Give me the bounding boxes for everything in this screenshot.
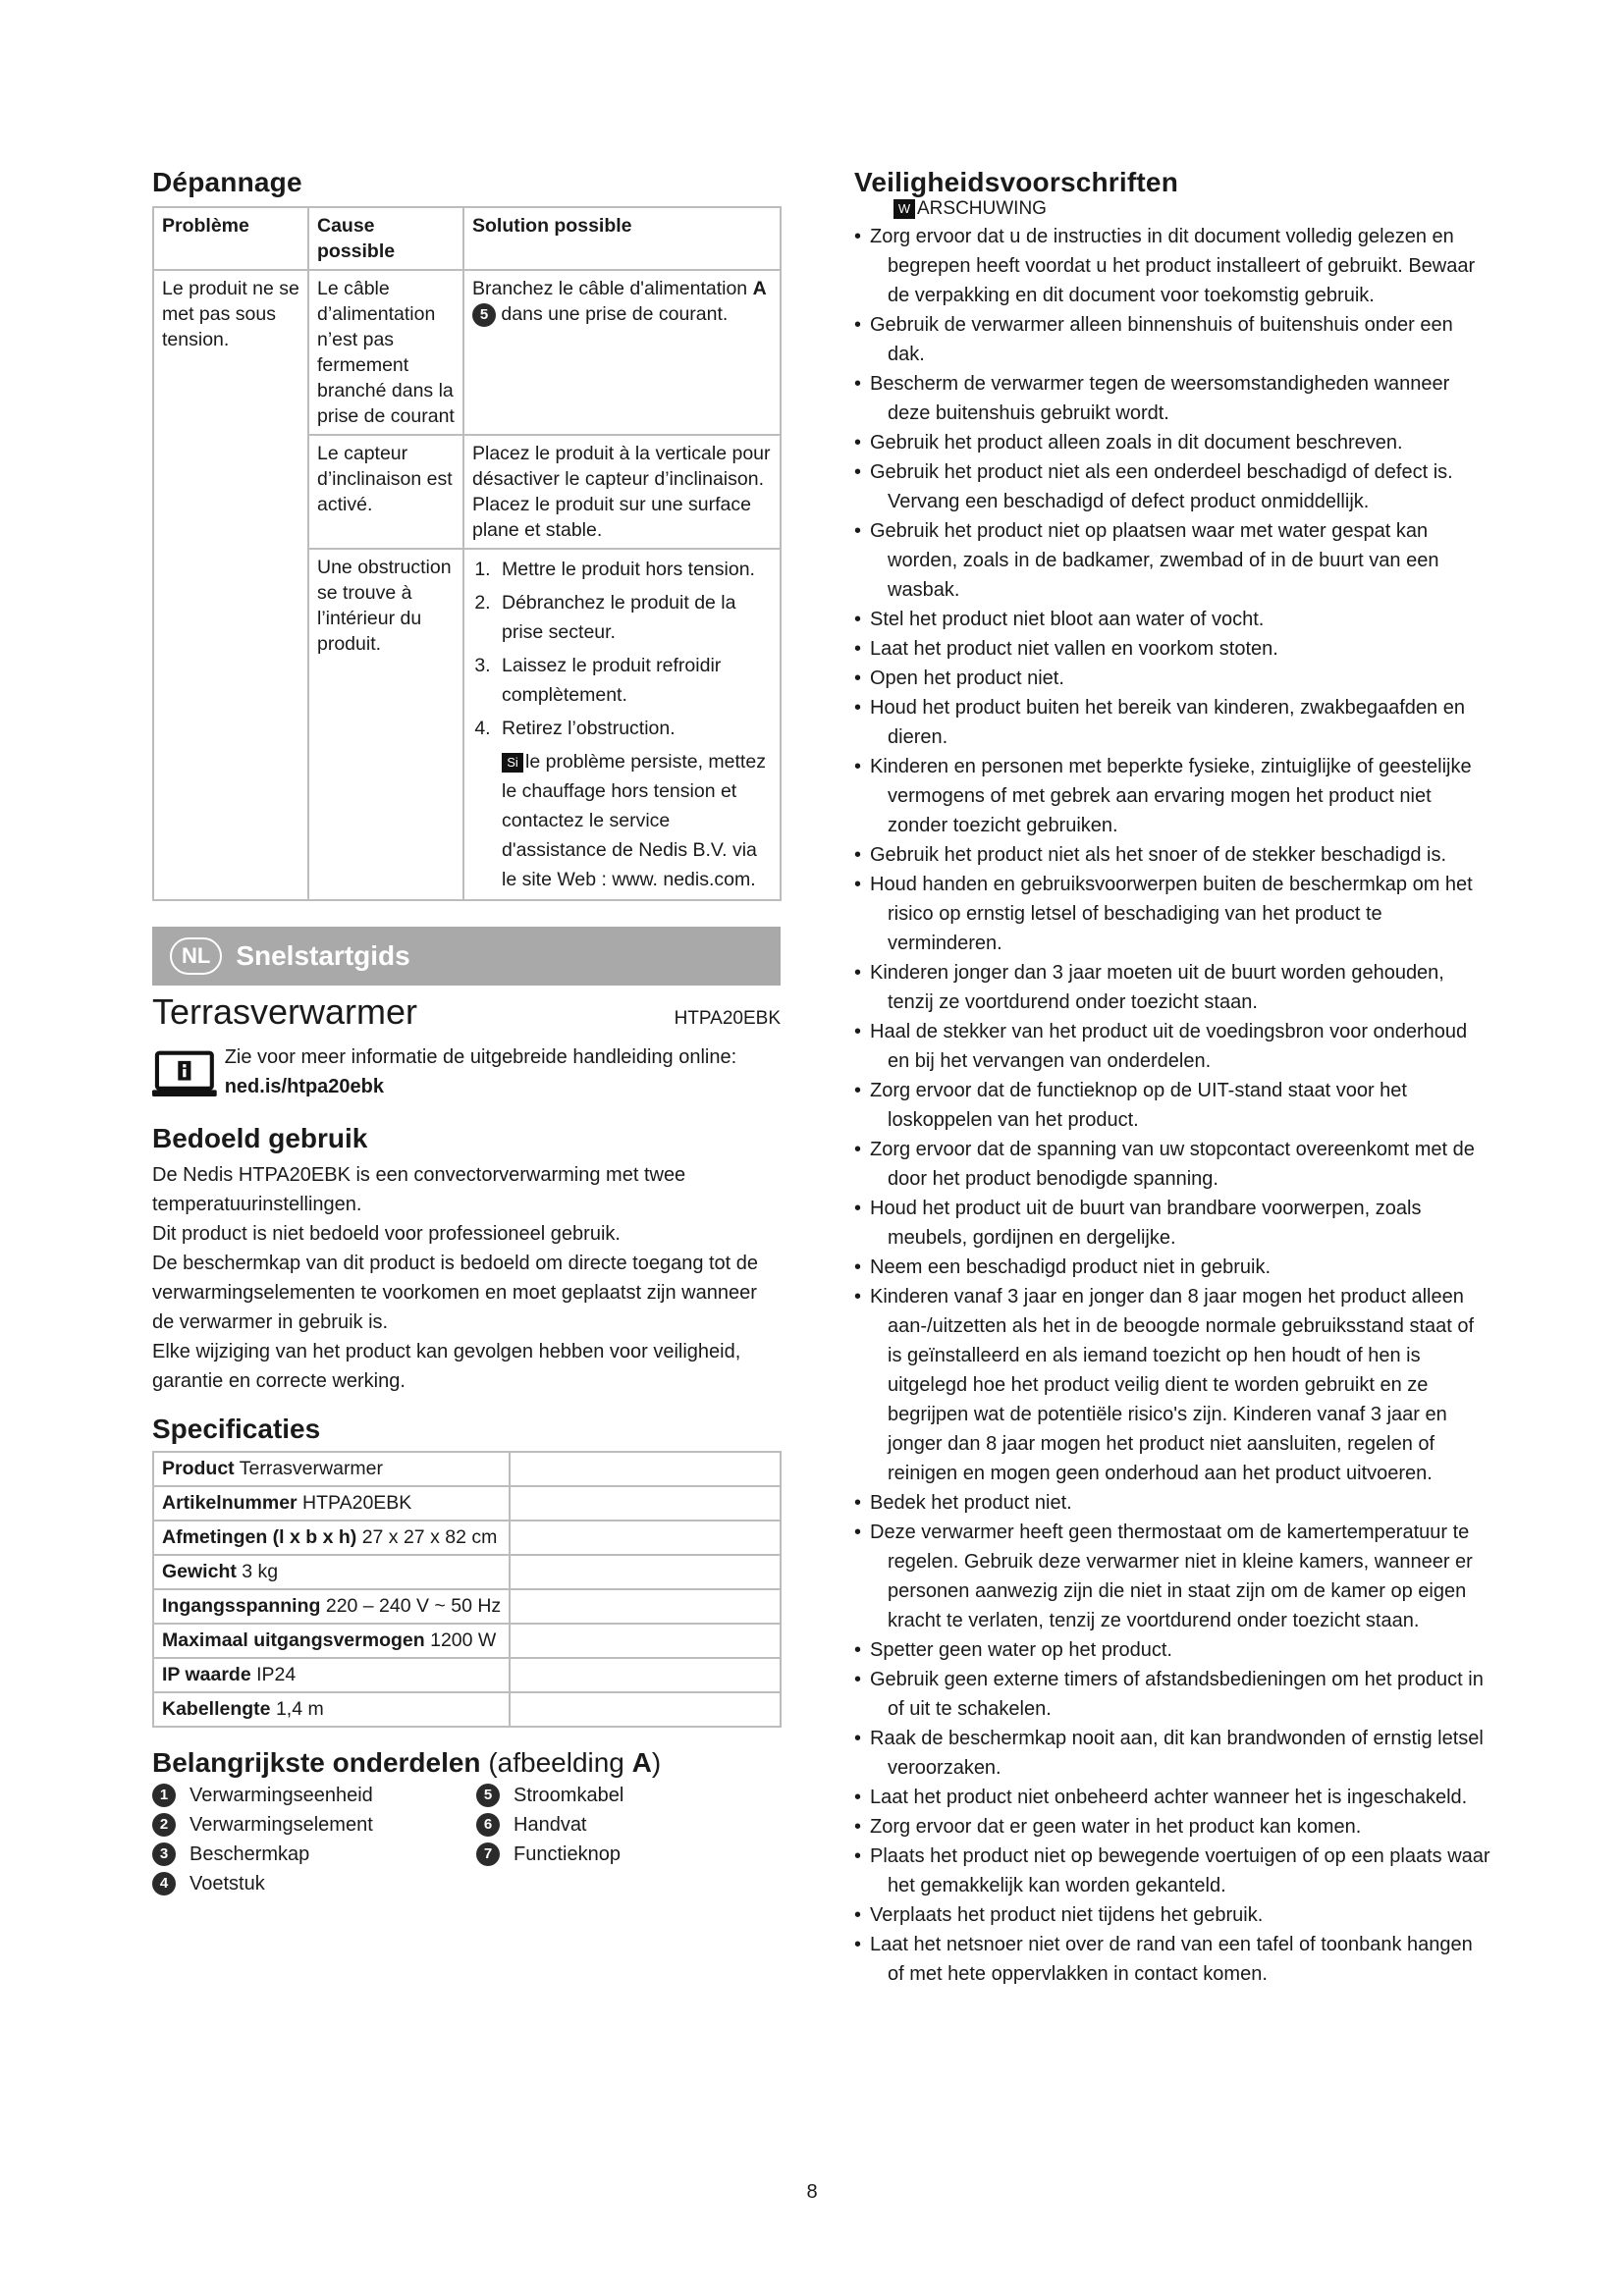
spec-value: IP24 (256, 1664, 297, 1685)
solution-text: dans une prise de courant. (496, 303, 729, 325)
safety-rule: • Raak de beschermkap nooit aan, dit kan brandwonden of ernstig letsel veroorzaken. (854, 1724, 1492, 1783)
part-label: Voetstuk (189, 1873, 265, 1895)
safety-rule: • Neem een beschadigd product niet in gebruik. (854, 1253, 1492, 1282)
spec-cell (153, 1555, 510, 1589)
warning-label (893, 198, 1492, 220)
empty-cell (510, 1692, 781, 1727)
table-row (153, 1658, 781, 1692)
language-badge: NL (170, 937, 222, 975)
spec-label: Kabellengte (162, 1698, 271, 1720)
table-row (153, 1624, 781, 1658)
warning-icon: Si (502, 753, 523, 773)
solution-cell (463, 549, 781, 900)
part-label: Verwarmingseenheid (189, 1785, 373, 1806)
support-note (472, 747, 772, 894)
list-item: 4. Retirez l’obstruction. (496, 714, 772, 743)
safety-rule: • Gebruik het product niet op plaatsen waar met water gespat kan worden, zoals in de badkamer, zwembad of in de buurt van een wasbak. (854, 516, 1492, 605)
part-label: Stroomkabel (514, 1785, 624, 1806)
specs-table (152, 1451, 782, 1728)
table-row (153, 270, 781, 435)
part-number-badge: 3 (152, 1842, 176, 1866)
spec-cell (153, 1589, 510, 1624)
spec-cell (153, 1692, 510, 1727)
safety-rule: • Laat het netsnoer niet over de rand van een tafel of toonbank hangen of met hete oppervlakken in contact komen. (854, 1930, 1492, 1989)
warning-icon: W (893, 199, 915, 219)
solution-text: Branchez le câble d'alimentation (472, 278, 753, 299)
safety-rule: • Kinderen vanaf 3 jaar en jonger dan 8 jaar mogen het product alleen aan-/uitzetten als het in de beoogde normale gebruiksstand staat of is geïnstalleerd en als iemand toezicht op hen houdt of hen is uitgelegd hoe het product veilig dient te worden gebruikt en ze begrijpen wat de potentiële risico's zijn. Kinderen vanaf 3 jaar en jonger dan 8 jaar mogen het product niet aansluiten, regelen of reinigen en mogen geen onderhoud aan het product uitvoeren. (854, 1282, 1492, 1488)
safety-title: Veiligheidsvoorschriften (854, 167, 1178, 197)
safety-rule: • Kinderen jonger dan 3 jaar moeten uit de buurt worden gehouden, tenzij ze voortdurend onder toezicht staan. (854, 958, 1492, 1017)
list-item (476, 1840, 771, 1869)
list-item (152, 1810, 476, 1840)
safety-rule: • Bedek het product niet. (854, 1488, 1492, 1518)
spec-label: Maximaal uitgangsvermogen (162, 1629, 425, 1651)
spec-label: Ingangsspanning (162, 1595, 321, 1617)
empty-cell (510, 1521, 781, 1555)
figure-ref: A (631, 1747, 652, 1778)
part-number-badge: 2 (152, 1813, 176, 1837)
spec-cell (153, 1521, 510, 1555)
table-header-row (153, 207, 781, 270)
spec-value: 27 x 27 x 82 cm (361, 1526, 498, 1548)
spec-label: IP waarde (162, 1664, 251, 1685)
product-code: HTPA20EBK (674, 1008, 781, 1029)
banner-title: Snelstartgids (236, 940, 410, 971)
cause-cell: Une obstruction se trouve à l’intérieur du produit. (308, 549, 463, 900)
safety-rule: • Gebruik het product niet als het snoer of de stekker beschadigd is. (854, 840, 1492, 870)
table-row (153, 1589, 781, 1624)
empty-cell (510, 1452, 781, 1486)
part-number-badge: 7 (476, 1842, 500, 1866)
empty-cell (510, 1486, 781, 1521)
safety-rule: • Open het product niet. (854, 664, 1492, 693)
safety-rule: • Plaats het product niet op bewegende voertuigen of op een plaats waar het gemakkelijk kan worden gekanteld. (854, 1842, 1492, 1900)
safety-rule: • Gebruik geen externe timers of afstandsbedieningen om het product in of uit te schakelen. (854, 1665, 1492, 1724)
cause-cell: Le capteur d’inclinaison est activé. (308, 435, 463, 549)
spec-cell (153, 1452, 510, 1486)
solution-text: Placez le produit à la verticale pour désactiver le capteur d’inclinaison. (472, 443, 771, 490)
list-item: 3. Laissez le produit refroidir complètement. (496, 651, 772, 710)
safety-rule: • Houd het product buiten het bereik van kinderen, zwakbegaafden en dieren. (854, 693, 1492, 752)
part-number-badge: 6 (476, 1813, 500, 1837)
safety-rule: • Gebruik de verwarmer alleen binnenshuis of buitenshuis onder een dak. (854, 310, 1492, 369)
spec-cell (153, 1658, 510, 1692)
safety-rule: • Deze verwarmer heeft geen thermostaat om de kamertemperatuur te regelen. Gebruik deze verwarmer niet in kleine kamers, wanneer er personen aanwezig zijn die niet in staat zijn om de kamer op eigen kracht te verlaten, tenzij ze voortdurend onder toezicht staan. (854, 1518, 1492, 1635)
parts-title-bold: Belangrijkste onderdelen (152, 1747, 481, 1778)
safety-rule: • Zorg ervoor dat de functieknop op de UIT-stand staat voor het loskoppelen van het product. (854, 1076, 1492, 1135)
part-label: Beschermkap (189, 1843, 310, 1865)
part-number-badge: 1 (152, 1784, 176, 1807)
safety-rule: • Bescherm de verwarmer tegen de weersomstandigheden wanneer deze buitenshuis gebruikt wordt. (854, 369, 1492, 428)
right-column (854, 167, 1492, 1989)
manual-link[interactable]: ned.is/htpa20ebk (224, 1076, 384, 1097)
list-item: 1. Mettre le produit hors tension. (496, 555, 772, 584)
specs-title: Specificaties (152, 1414, 321, 1444)
table-row (153, 1521, 781, 1555)
troubleshoot-title: Dépannage (152, 167, 302, 197)
list-item (152, 1781, 476, 1810)
warning-text: ARSCHUWING (917, 198, 1047, 219)
part-label: Handvat (514, 1814, 587, 1836)
product-title: Terrasverwarmer (152, 991, 418, 1032)
empty-cell (510, 1589, 781, 1624)
spec-value: 1200 W (430, 1629, 497, 1651)
list-item (476, 1781, 771, 1810)
safety-rule: • Kinderen en personen met beperkte fysieke, zintuiglijke of geestelijke vermogens of met gebrek aan ervaring mogen het product niet zonder toezicht gebruiken. (854, 752, 1492, 840)
spec-label: Product (162, 1458, 235, 1479)
table-row (153, 1555, 781, 1589)
safety-rule: • Zorg ervoor dat de spanning van uw stopcontact overeenkomt met de door het product benodigde spanning. (854, 1135, 1492, 1194)
table-row (153, 1486, 781, 1521)
safety-rule: • Laat het product niet vallen en voorkom stoten. (854, 634, 1492, 664)
header-cause: Cause possible (308, 207, 463, 270)
figure-ref: A (752, 278, 767, 299)
empty-cell (510, 1624, 781, 1658)
part-label: Verwarmingselement (189, 1814, 373, 1836)
list-item: 2. Débranchez le produit de la prise secteur. (496, 588, 772, 647)
part-number-badge: 5 (476, 1784, 500, 1807)
info-text: Zie voor meer informatie de uitgebreide handleiding online: (224, 1046, 737, 1068)
spec-value: 220 – 240 V ~ 50 Hz (325, 1595, 502, 1617)
safety-rule: • Haal de stekker van het product uit de voedingsbron voor onderhoud en bij het vervangen van onderdelen. (854, 1017, 1492, 1076)
spec-label: Artikelnummer (162, 1492, 298, 1514)
page-number: 8 (806, 2181, 818, 2203)
header-solution: Solution possible (463, 207, 781, 270)
safety-rule: • Verplaats het product niet tijdens het gebruik. (854, 1900, 1492, 1930)
manual-info (152, 1042, 781, 1105)
safety-rule: • Gebruik het product alleen zoals in dit document beschreven. (854, 428, 1492, 457)
parts-title-rest: (afbeelding (480, 1747, 632, 1778)
spec-label: Gewicht (162, 1561, 237, 1582)
part-number-badge: 4 (152, 1872, 176, 1896)
safety-rule: • Gebruik het product niet als een onderdeel beschadigd of defect is. Vervang een beschadigd of defect product onmiddellijk. (854, 457, 1492, 516)
header-problem: Problème (153, 207, 308, 270)
intended-use-paragraph: Dit product is niet bedoeld voor professioneel gebruik. (152, 1223, 621, 1245)
spec-cell (153, 1486, 510, 1521)
parts-title (152, 1747, 781, 1779)
list-item (152, 1840, 476, 1869)
empty-cell (510, 1658, 781, 1692)
quickstart-banner (152, 927, 781, 986)
intended-use-paragraph: De beschermkap van dit product is bedoeld om directe toegang tot de verwarmingselementen te voorkomen en moet geplaatst zijn wanneer de verwarmer in gebruik is. (152, 1253, 759, 1333)
list-item (476, 1810, 771, 1840)
manual-info-icon (152, 1042, 217, 1105)
solution-text: Placez le produit sur une surface plane et stable. (472, 494, 751, 541)
spec-label: Afmetingen (l x b x h) (162, 1526, 357, 1548)
part-number-badge: 5 (472, 303, 496, 327)
intended-use-title: Bedoeld gebruik (152, 1123, 368, 1153)
left-column (152, 167, 781, 1898)
table-row (153, 1692, 781, 1727)
cause-cell: Le câble d’alimentation n’est pas fermement branché dans la prise de courant (308, 270, 463, 435)
spec-value: HTPA20EBK (302, 1492, 412, 1514)
intended-use-paragraph: Elke wijziging van het product kan gevolgen hebben voor veiligheid, garantie en correcte werking. (152, 1341, 741, 1392)
parts-list (152, 1781, 781, 1898)
safety-rule: • Spetter geen water op het product. (854, 1635, 1492, 1665)
product-title-row (152, 991, 781, 1033)
safety-rule: • Zorg ervoor dat er geen water in het product kan komen. (854, 1812, 1492, 1842)
safety-rule: • Zorg ervoor dat u de instructies in dit document volledig gelezen en begrepen heeft voordat u het product installeert of gebruikt. Bewaar de verpakking en dit document voor toekomstig gebruik. (854, 222, 1492, 310)
intended-use-paragraph: De Nedis HTPA20EBK is een convectorverwarming met twee temperatuurinstellingen. (152, 1164, 686, 1215)
solution-cell (463, 435, 781, 549)
safety-rule: • Houd handen en gebruiksvoorwerpen buiten de beschermkap om het risico op ernstig letsel of beschadiging van het product te verminderen. (854, 870, 1492, 958)
list-item (152, 1869, 476, 1898)
empty-cell (510, 1555, 781, 1589)
safety-rule: • Houd het product uit de buurt van brandbare voorwerpen, zoals meubels, gordijnen en dergelijke. (854, 1194, 1492, 1253)
solution-cell (463, 270, 781, 435)
troubleshoot-table (152, 206, 782, 901)
note-text: le problème persiste, mettez le chauffage hors tension et contactez le service d'assistance de Nedis B.V. via le site Web : www. nedis.com. (502, 751, 766, 890)
safety-rules-list (854, 222, 1492, 1989)
manual-info-text (225, 1042, 781, 1101)
spec-value: Terrasverwarmer (239, 1458, 384, 1479)
steps-list (472, 555, 772, 743)
parts-title-end: ) (651, 1747, 662, 1778)
problem-cell: Le produit ne se met pas sous tension. (153, 270, 308, 900)
spec-cell (153, 1624, 510, 1658)
safety-rule: • Laat het product niet onbeheerd achter wanneer het is ingeschakeld. (854, 1783, 1492, 1812)
table-row (153, 1452, 781, 1486)
spec-value: 3 kg (242, 1561, 279, 1582)
spec-value: 1,4 m (275, 1698, 324, 1720)
part-label: Functieknop (514, 1843, 621, 1865)
safety-rule: • Stel het product niet bloot aan water of vocht. (854, 605, 1492, 634)
